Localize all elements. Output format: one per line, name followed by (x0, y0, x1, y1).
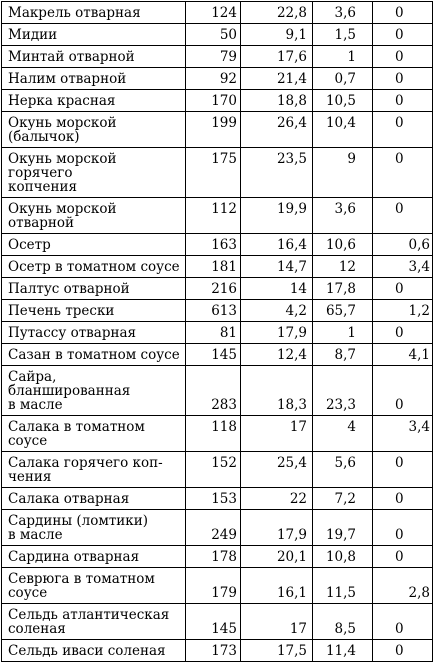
protein-cell: 9,1 (241, 24, 313, 46)
product-name-cell: Палтус отварной (2, 278, 186, 300)
protein-cell: 14 (241, 278, 313, 300)
product-name-cell: Окунь морской отварной (2, 198, 186, 234)
energy-cell: 178 (186, 546, 241, 568)
nutrition-table (1, 1, 433, 662)
energy-cell: 199 (186, 112, 241, 148)
carbs-cell: 0 (373, 488, 433, 510)
product-name-cell: Мидии (2, 24, 186, 46)
carbs-cell: 0,6 (373, 234, 433, 256)
fat-cell: 65,7 (313, 300, 373, 322)
table-row (2, 278, 433, 300)
energy-cell: 79 (186, 46, 241, 68)
carbs-cell: 2,8 (373, 568, 433, 604)
product-name-cell: Севрюга в томатном соусе (2, 568, 186, 604)
energy-cell: 181 (186, 256, 241, 278)
protein-cell: 17 (241, 604, 313, 640)
product-name-cell: Осетр (2, 234, 186, 256)
energy-cell: 81 (186, 322, 241, 344)
fat-cell: 3,6 (313, 2, 373, 24)
protein-cell: 12,4 (241, 344, 313, 366)
carbs-cell: 4,1 (373, 344, 433, 366)
carbs-cell: 0 (373, 604, 433, 640)
energy-cell: 118 (186, 416, 241, 452)
carbs-cell: 3,4 (373, 416, 433, 452)
fat-cell: 23,3 (313, 366, 373, 416)
protein-cell: 25,4 (241, 452, 313, 488)
table-row (2, 604, 433, 640)
protein-cell: 22,8 (241, 2, 313, 24)
protein-cell: 26,4 (241, 112, 313, 148)
table-row (2, 2, 433, 24)
carbs-cell: 0 (373, 366, 433, 416)
protein-cell: 4,2 (241, 300, 313, 322)
fat-cell: 9 (313, 148, 373, 198)
table-row (2, 300, 433, 322)
carbs-cell: 0 (373, 90, 433, 112)
table-row (2, 198, 433, 234)
fat-cell: 7,2 (313, 488, 373, 510)
protein-cell: 18,3 (241, 366, 313, 416)
table-row (2, 90, 433, 112)
carbs-cell: 0 (373, 640, 433, 662)
carbs-cell: 0 (373, 2, 433, 24)
product-name-cell: Салака горячего коп- чения (2, 452, 186, 488)
energy-cell: 283 (186, 366, 241, 416)
protein-cell: 22 (241, 488, 313, 510)
product-name-cell: Сардина отварная (2, 546, 186, 568)
protein-cell: 18,8 (241, 90, 313, 112)
table-row (2, 568, 433, 604)
fat-cell: 19,7 (313, 510, 373, 546)
product-name-cell: Салака отварная (2, 488, 186, 510)
product-name-cell: Сайра, бланшированная в масле (2, 366, 186, 416)
table-body (2, 2, 433, 662)
carbs-cell: 0 (373, 510, 433, 546)
protein-cell: 17,9 (241, 510, 313, 546)
protein-cell: 17,5 (241, 640, 313, 662)
carbs-cell: 0 (373, 148, 433, 198)
energy-cell: 112 (186, 198, 241, 234)
protein-cell: 14,7 (241, 256, 313, 278)
table-row (2, 68, 433, 90)
energy-cell: 152 (186, 452, 241, 488)
fat-cell: 4 (313, 416, 373, 452)
fat-cell: 11,4 (313, 640, 373, 662)
table-row (2, 546, 433, 568)
carbs-cell: 0 (373, 546, 433, 568)
protein-cell: 20,1 (241, 546, 313, 568)
table-row (2, 322, 433, 344)
product-name-cell: Сельдь атлантическая соленая (2, 604, 186, 640)
product-name-cell: Сазан в томатном соусе (2, 344, 186, 366)
energy-cell: 163 (186, 234, 241, 256)
table-row (2, 344, 433, 366)
fat-cell: 10,5 (313, 90, 373, 112)
table-row (2, 148, 433, 198)
protein-cell: 23,5 (241, 148, 313, 198)
energy-cell: 145 (186, 604, 241, 640)
fat-cell: 1,5 (313, 24, 373, 46)
table-row (2, 24, 433, 46)
energy-cell: 249 (186, 510, 241, 546)
energy-cell: 173 (186, 640, 241, 662)
protein-cell: 16,4 (241, 234, 313, 256)
table-row (2, 46, 433, 68)
protein-cell: 17,6 (241, 46, 313, 68)
energy-cell: 92 (186, 68, 241, 90)
carbs-cell: 0 (373, 322, 433, 344)
carbs-cell: 0 (373, 68, 433, 90)
product-name-cell: Макрель отварная (2, 2, 186, 24)
fat-cell: 10,8 (313, 546, 373, 568)
energy-cell: 613 (186, 300, 241, 322)
protein-cell: 16,1 (241, 568, 313, 604)
table-row (2, 640, 433, 662)
product-name-cell: Окунь морской горячего копчения (2, 148, 186, 198)
table-row (2, 488, 433, 510)
protein-cell: 17,9 (241, 322, 313, 344)
energy-cell: 124 (186, 2, 241, 24)
fat-cell: 5,6 (313, 452, 373, 488)
fat-cell: 8,7 (313, 344, 373, 366)
fat-cell: 1 (313, 322, 373, 344)
carbs-cell: 0 (373, 452, 433, 488)
fat-cell: 10,4 (313, 112, 373, 148)
product-name-cell: Сельдь иваси соленая (2, 640, 186, 662)
carbs-cell: 0 (373, 198, 433, 234)
carbs-cell: 0 (373, 46, 433, 68)
product-name-cell: Печень трески (2, 300, 186, 322)
product-name-cell: Осетр в томатном соусе (2, 256, 186, 278)
product-name-cell: Нерка красная (2, 90, 186, 112)
product-name-cell: Окунь морской (балычок) (2, 112, 186, 148)
fat-cell: 17,8 (313, 278, 373, 300)
fat-cell: 3,6 (313, 198, 373, 234)
energy-cell: 170 (186, 90, 241, 112)
product-name-cell: Налим отварной (2, 68, 186, 90)
carbs-cell: 3,4 (373, 256, 433, 278)
fat-cell: 0,7 (313, 68, 373, 90)
energy-cell: 153 (186, 488, 241, 510)
table-row (2, 416, 433, 452)
table-row (2, 452, 433, 488)
table-row (2, 112, 433, 148)
fat-cell: 8,5 (313, 604, 373, 640)
table-row (2, 366, 433, 416)
fat-cell: 1 (313, 46, 373, 68)
protein-cell: 19,9 (241, 198, 313, 234)
product-name-cell: Минтай отварной (2, 46, 186, 68)
fat-cell: 11,5 (313, 568, 373, 604)
carbs-cell: 0 (373, 24, 433, 46)
energy-cell: 175 (186, 148, 241, 198)
protein-cell: 21,4 (241, 68, 313, 90)
table-row (2, 256, 433, 278)
fat-cell: 10,6 (313, 234, 373, 256)
table-row (2, 234, 433, 256)
energy-cell: 145 (186, 344, 241, 366)
table-row (2, 510, 433, 546)
carbs-cell: 0 (373, 278, 433, 300)
protein-cell: 17 (241, 416, 313, 452)
carbs-cell: 1,2 (373, 300, 433, 322)
energy-cell: 50 (186, 24, 241, 46)
product-name-cell: Салака в томатном соусе (2, 416, 186, 452)
carbs-cell: 0 (373, 112, 433, 148)
product-name-cell: Путассу отварная (2, 322, 186, 344)
fat-cell: 12 (313, 256, 373, 278)
product-name-cell: Сардины (ломтики) в масле (2, 510, 186, 546)
energy-cell: 179 (186, 568, 241, 604)
energy-cell: 216 (186, 278, 241, 300)
